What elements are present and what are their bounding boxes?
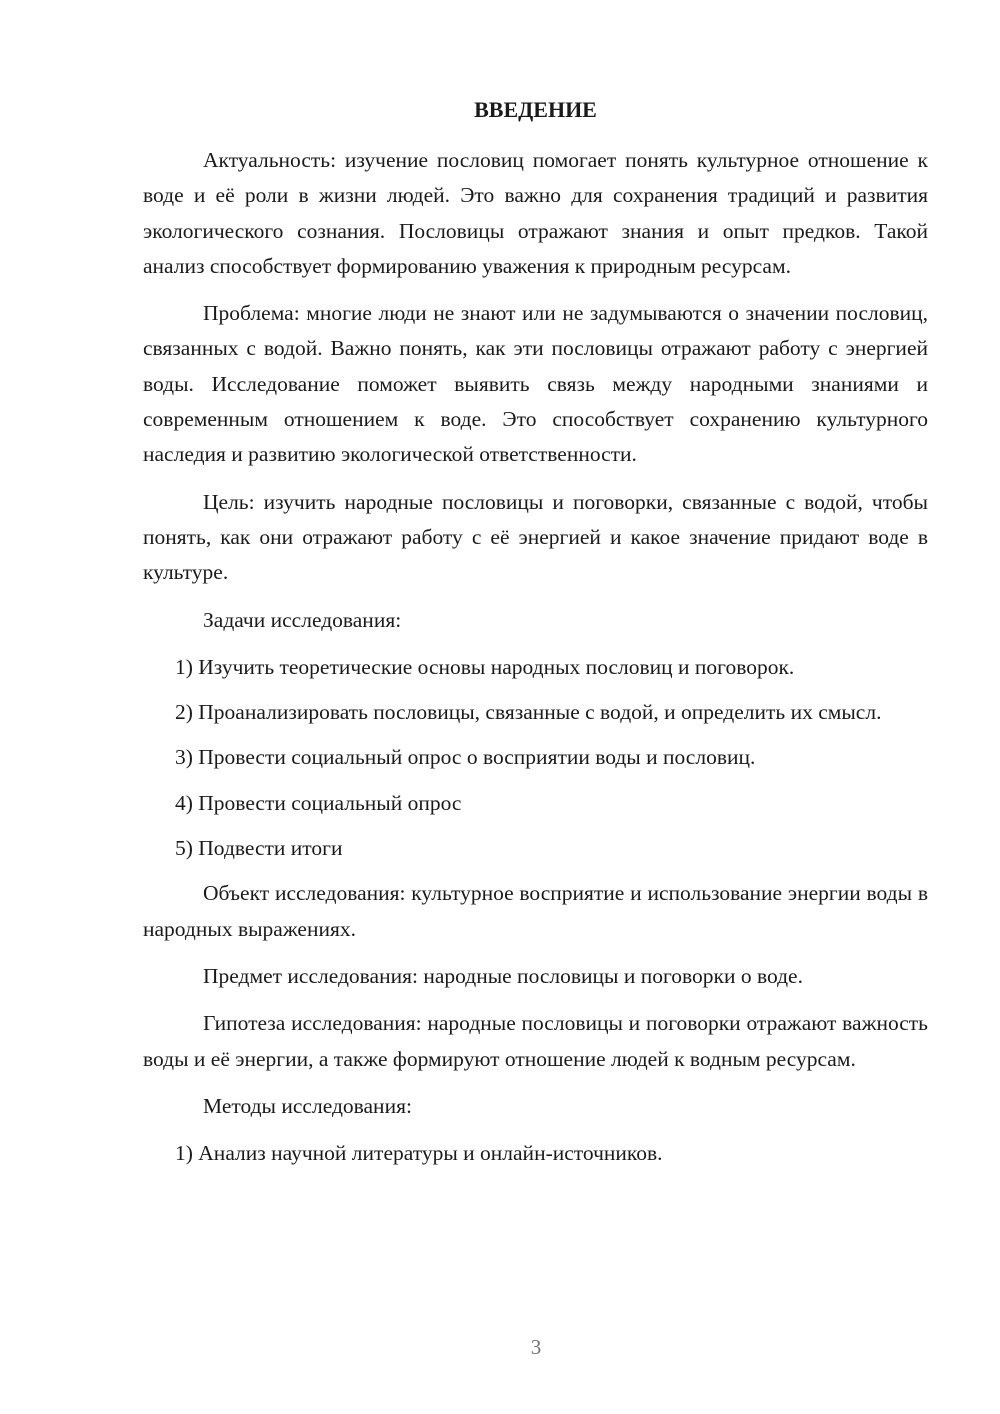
page-content xyxy=(143,93,928,1181)
task-item: 1) Изучить теоретические основы народных пословиц и поговорок. xyxy=(175,654,795,679)
methods-title: Методы исследования: xyxy=(203,1093,412,1118)
goal-paragraph: Цель: изучить народные пословицы и поговорки, связанные с водой, чтобы понять, как они отражают работу с её энергией и какое значение придают воде в культуре. xyxy=(143,489,928,585)
method-item: 1) Анализ научной литературы и онлайн-источников. xyxy=(175,1141,663,1166)
object-paragraph: Объект исследования: культурное восприятие и использование энергии воды в народных выражениях. xyxy=(143,881,928,941)
relevance-paragraph: Актуальность: изучение пословиц помогает понять культурное отношение к воде и её роли в жизни людей. Это важно для сохранения традиций и развития экологического сознания. Пословицы отражают знания и опыт предков. Такой анализ способствует формированию уважения к природным ресурсам. xyxy=(143,148,928,278)
section-heading: ВВЕДЕНИЕ xyxy=(474,97,597,122)
task-item: 2) Проанализировать пословицы, связанные с водой, и определить их смысл. xyxy=(175,700,882,725)
tasks-title: Задачи исследования: xyxy=(203,607,402,632)
subject-paragraph: Предмет исследования: народные пословицы и поговорки о воде. xyxy=(203,963,803,988)
page-number: 3 xyxy=(530,1335,542,1359)
problem-paragraph: Проблема: многие люди не знают или не задумываются о значении пословиц, связанных с водой. Важно понять, как эти пословицы отражают работу с энергией воды. Исследование поможет выявить связь между народными знаниями и современным отношением к воде. Это способствует сохранению культурного наследия и развитию экологической ответственности. xyxy=(143,301,928,467)
task-item: 4) Провести социальный опрос xyxy=(175,790,462,815)
hypothesis-paragraph: Гипотеза исследования: народные пословицы и поговорки отражают важность воды и её энергии, а также формируют отношение людей к водным ресурсам. xyxy=(143,1011,928,1071)
task-item: 3) Провести социальный опрос о восприятии воды и пословиц. xyxy=(175,745,756,770)
task-item: 5) Подвести итоги xyxy=(175,836,343,861)
